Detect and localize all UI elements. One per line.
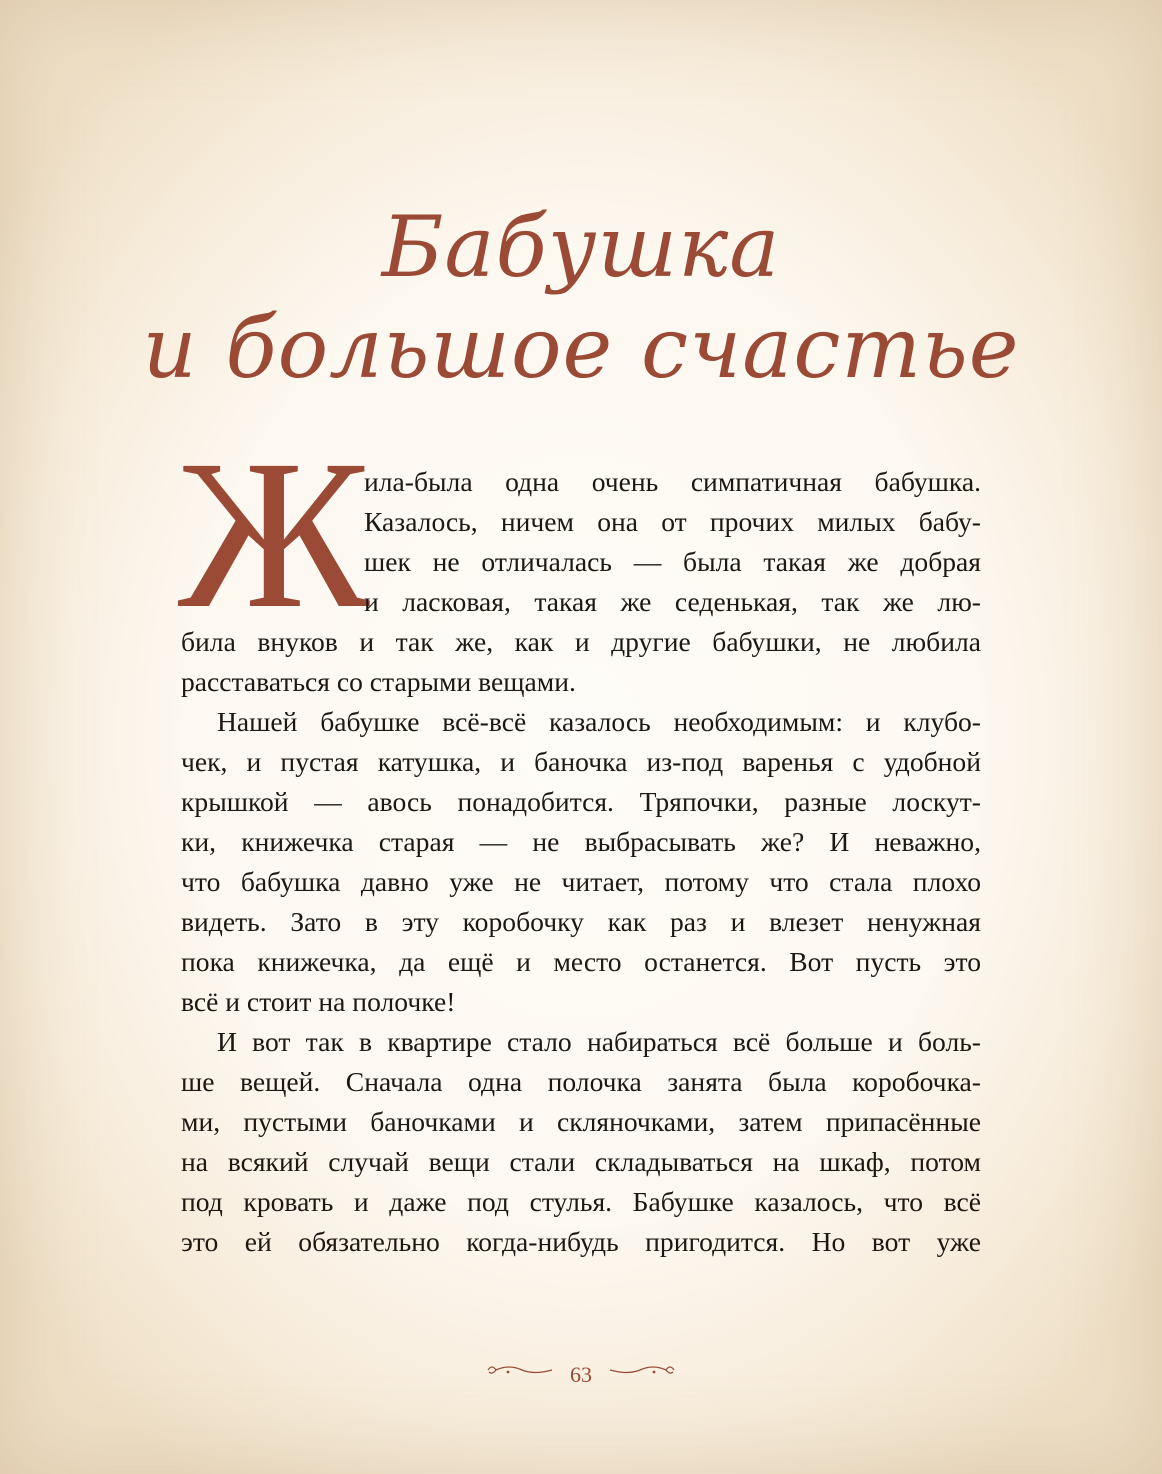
text-line: ки, книжечка старая — не выбрасывать же? И неважно, bbox=[181, 826, 981, 857]
drop-cap-letter: Ж bbox=[178, 416, 370, 653]
text-line: И вот так в квартире стало набираться всё больше и боль- bbox=[217, 1026, 981, 1057]
text-line: Казалось, ничем она от прочих милых бабу- bbox=[364, 506, 981, 537]
text-line: всё и стоит на полочке! bbox=[181, 986, 456, 1017]
text-line: шек не отличалась — была такая же добрая bbox=[364, 546, 981, 577]
text-line: чек, и пустая катушка, и баночка из-под варенья с удобной bbox=[181, 746, 981, 777]
text-line: пока книжечка, да ещё и место останется. Вот пусть это bbox=[181, 946, 981, 977]
text-line: видеть. Зато в эту коробочку как раз и влезет ненужная bbox=[181, 906, 981, 937]
text-line: расставаться со старыми вещами. bbox=[181, 666, 576, 697]
text-line: и ласковая, такая же седенькая, так же лю- bbox=[364, 586, 981, 617]
flourish-left-icon bbox=[484, 1360, 554, 1385]
text-line: Нашей бабушке всё-всё казалось необходимым: и клубо- bbox=[217, 706, 981, 737]
paragraph-2 bbox=[181, 702, 981, 1022]
paragraph-3 bbox=[181, 1022, 981, 1262]
flourish-right-icon bbox=[608, 1360, 678, 1385]
text-line: под кровать и даже под стулья. Бабушке казалось, что всё bbox=[181, 1186, 981, 1217]
text-line: била внуков и так же, как и другие бабушки, не любила bbox=[181, 626, 981, 657]
page-number: 63 bbox=[570, 1362, 592, 1387]
text-line: ми, пустыми баночками и скляночками, затем припасённые bbox=[181, 1106, 981, 1137]
paragraph-1 bbox=[181, 622, 981, 702]
page-footer bbox=[0, 1356, 1162, 1396]
text-line: это ей обязательно когда-нибудь пригодится. Но вот уже bbox=[181, 1226, 981, 1257]
chapter-title-line-1: Бабушка bbox=[381, 198, 781, 296]
drop-cap-text-block bbox=[364, 462, 981, 622]
text-line: ила-была одна очень симпатичная бабушка. bbox=[364, 466, 981, 497]
text-line: ше вещей. Сначала одна полочка занята была коробочка- bbox=[181, 1066, 981, 1097]
chapter-title-line-2: и большое счастье bbox=[142, 299, 1020, 397]
text-line: крышкой — авось понадобится. Тряпочки, разные лоскут- bbox=[181, 786, 981, 817]
text-line: что бабушка давно уже не читает, потому что стала плохо bbox=[181, 866, 981, 897]
text-line: на всякий случай вещи стали складываться на шкаф, потом bbox=[181, 1146, 981, 1177]
